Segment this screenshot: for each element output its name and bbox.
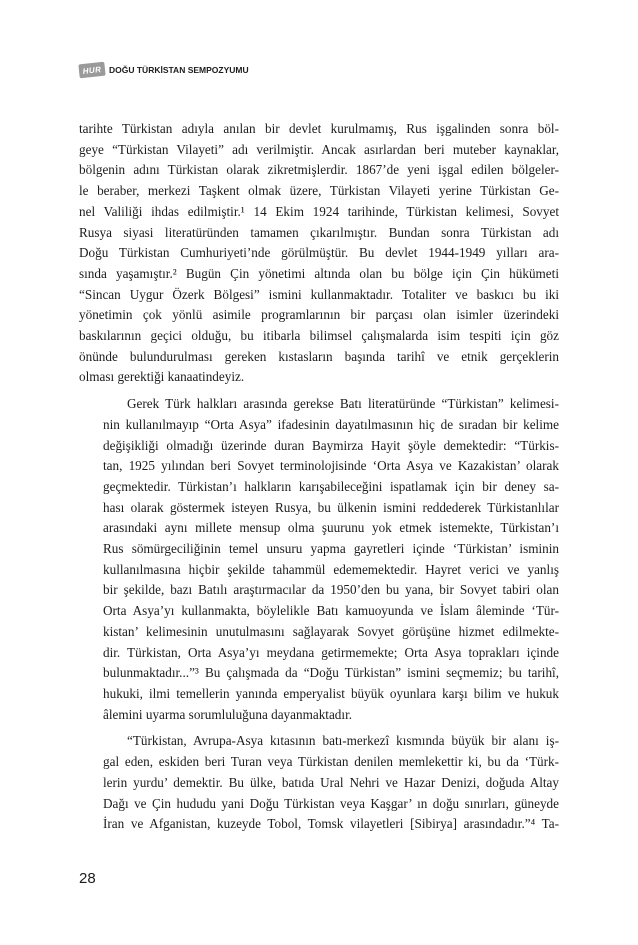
- text-line: bulunmaktadır...”³ Bu çalışmada da “Doğu Türkistan” ismini seçmemiz; bu tarihî,: [103, 665, 559, 681]
- text-line: geye “Türkistan Vilayeti” adı verilmiştir. Ancak asırlardan beri muteber kaynaklar,: [79, 141, 559, 157]
- text-line: olması gerektiği kanaatindeyiz.: [79, 369, 245, 385]
- text-line: sında yaşamıştır.² Bugün Çin yönetimi altında olan bu bölge için Çin hükümeti: [79, 265, 559, 281]
- text-line: tan, 1925 yılından beri Sovyet terminolojisinde ‘Orta Asya ve Kazakistan’ olarak: [103, 458, 559, 474]
- text-line: le beraber, merkezi Taşkent olmak üzere, Türkistan Vilayeti yerine Türkistan Ge-: [79, 183, 559, 199]
- text-line: nel Valiliği ihdas edilmiştir.¹ 14 Ekim 1924 tarihinde, Türkistan kelimesi, Sovyet: [79, 203, 559, 219]
- paragraph-3: [79, 731, 559, 835]
- text-line: kistan’ kelimesinin unutulmasını sağlayarak Sovyet görüşüne hizmet edilmekte-: [103, 623, 559, 639]
- text-line: Gerek Türk halkları arasında gerekse Batı literatüründe “Türkistan” kelimesi-: [127, 396, 559, 412]
- text-line: “Türkistan, Avrupa-Asya kıtasının batı-merkezî kısmında büyük bir alanı iş-: [127, 733, 559, 749]
- text-line: hası olarak göstermek isteyen Rusya, bu ülkenin ismini reddederek Türkistanlılar: [103, 499, 559, 515]
- header-title: DOĞU TÜRKİSTAN SEMPOZYUMU: [109, 65, 249, 75]
- text-line: önünde bulundurulması gereken kıstasların başında tarihî ve etnik gerçeklerin: [79, 348, 559, 364]
- text-line: nin kullanılmayıp “Orta Asya” ifadesinin dayatılmasının hiç de sıradan bir kelime: [103, 416, 559, 432]
- text-line: gal eden, eskiden beri Turan veya Türkistan denilen memlekettir ki, bu da ‘Türk-: [103, 754, 559, 770]
- text-line: Rusya siyasi literatüründen tamamen çıkarılmıştır. Bundan sonra Türkistan adı: [79, 224, 559, 240]
- text-line: baskılarının geçici olduğu, bu itibarla bilimsel çalışmalarda isim tespiti için göz: [79, 328, 559, 344]
- text-line: Doğu Türkistan Cumhuriyeti’nde görülmüştür. Bu devlet 1944-1949 yılları ara-: [79, 245, 559, 261]
- paragraph-1: [79, 119, 559, 388]
- text-line: tarihte Türkistan adıyla anılan bir devlet kurulmamış, Rus işgalinden sonra böl-: [79, 121, 559, 136]
- text-line: arasındaki aynı millete mensup olma şuurunu yok etmek istemekte, Türkistan’ı: [103, 520, 559, 536]
- text-line: Orta Asya’yı kullanmakta, böylelikle Batı kamuoyunda ve İslam âleminde ‘Tür-: [103, 603, 559, 619]
- page-number: 28: [79, 870, 96, 887]
- running-header: [79, 60, 249, 80]
- body-text: [79, 119, 559, 841]
- text-line: lerin yurdu’ demektir. Bu ülke, batıda Ural Nehri ve Hazar Denizi, doğuda Altay: [103, 774, 559, 790]
- text-line: değişikliği olmadığı üzerinde duran Baymirza Hayit şöyle demektedir: “Türkis-: [103, 437, 559, 453]
- text-line: bir şekilde, bazı Batılı araştırmacılar da 1950’den bu yana, bir Sovyet tabiri olan: [103, 582, 559, 598]
- text-line: dir. Türkistan, Orta Asya’yı meydana getirmemekte; Orta Asya toprakları içinde: [103, 644, 559, 660]
- text-line: İran ve Afganistan, kuzeyde Tobol, Tomsk vilayetleri [Sibirya] arasındadır.”⁴ Ta-: [103, 816, 559, 832]
- paragraph-2: [79, 394, 559, 725]
- text-line: bölgenin adını Türkistan olarak zikretmişlerdir. 1867’de yeni işgal edilen bölgeler-: [79, 162, 559, 178]
- journal-logo: HUR: [78, 62, 105, 79]
- text-line: yönetimin çok yönlü asimile programlarının bir parçası olan isimler üzerindeki: [79, 307, 559, 323]
- text-line: geçmektedir. Türkistan’ı halkların karışabileceğini ispatlamak için bir deney sa-: [103, 478, 559, 494]
- text-line: âlemini uyarma sorumluluğuna dayanmaktadır.: [103, 706, 353, 722]
- text-line: kullanılmasına hiçbir şekilde tahammül edememektedir. Hayret verici ve yanlış: [103, 561, 559, 577]
- text-line: “Sincan Uygur Özerk Bölgesi” ismini kullanmaktadır. Totaliter ve baskıcı bu iki: [79, 286, 559, 302]
- text-line: hukuki, ilmi temellerin yanında emperyalist büyük oyunlara karşı bilim ve hukuk: [103, 685, 559, 701]
- text-line: Rus sömürgeciliğinin temel unsuru yapma gayretleri içinde ‘Türkistan’ isminin: [103, 541, 559, 557]
- text-line: Dağı ve Çin hududu yani Doğu Türkistan veya Kaşgar’ ın doğu sınırları, güneyde: [103, 795, 559, 811]
